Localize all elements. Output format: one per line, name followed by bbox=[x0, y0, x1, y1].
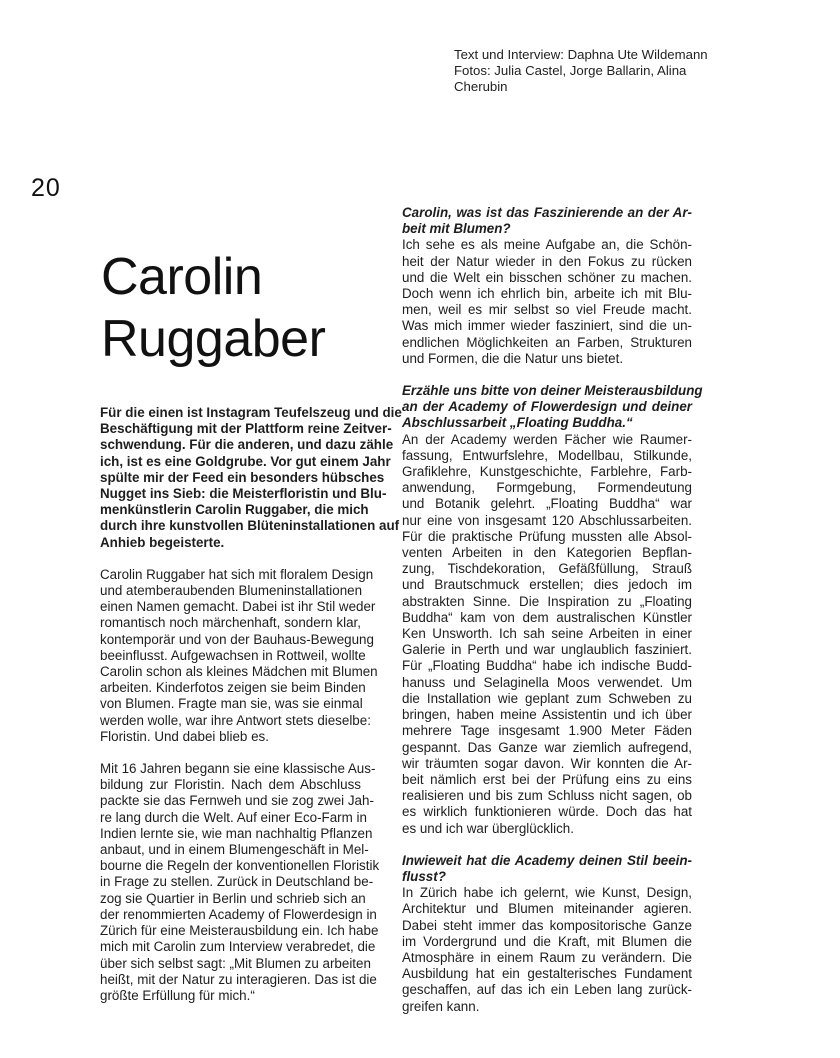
text-line: Buddha“ kam von dem australischen Künstler bbox=[402, 609, 692, 625]
text-line: spülte mir der Feed ein besonders hübsches bbox=[100, 469, 385, 485]
text-line: mich mit Carolin zum Interview verabredet, die bbox=[100, 939, 376, 955]
text-line: packte sie das Fernweh und sie zog zwei Jah- bbox=[100, 793, 374, 809]
text-line: Doch wenn ich ehrlich bin, arbeite ich mit Blu- bbox=[402, 286, 692, 302]
text-line: anbaut, und in einem Blumengeschäft in Mel- bbox=[100, 842, 369, 858]
body-paragraph-1 bbox=[100, 566, 378, 745]
text-line: Atmosphäre in einem Raum zu verändern. Die bbox=[402, 949, 692, 965]
text-line: Galerie in Perth und war unglaublich fasziniert. bbox=[402, 642, 692, 658]
text-line: romantisch noch märchenhaft, sondern klar, bbox=[100, 615, 361, 631]
right-column bbox=[402, 205, 703, 1031]
text-line: Grafiklehre, Kunstgeschichte, Farblehre, Farb- bbox=[402, 464, 692, 480]
text-line: in Frage zu stellen. Zurück in Deutschland be- bbox=[100, 874, 374, 890]
text-line: an der Academy of Flowerdesign und deiner bbox=[402, 399, 692, 415]
title-last-name: Ruggaber bbox=[101, 310, 326, 368]
text-line: re lang durch die Welt. Auf einer Eco-Farm in bbox=[100, 809, 367, 825]
text-line: heit der Natur wieder in den Fokus zu rücken bbox=[402, 253, 692, 269]
text-line: Carolin, was ist das Faszinierende an der Ar- bbox=[402, 205, 692, 220]
text-line: Für „Floating Buddha“ habe ich indische Budd- bbox=[402, 658, 692, 674]
text-line: über sich selbst sagt: „Mit Blumen zu arbeiten bbox=[100, 955, 371, 971]
text-line: abstrakten Sinne. Die Inspiration zu „Floating bbox=[402, 593, 692, 609]
text-line: geschaffen, auf das ich ein Leben lang zurück- bbox=[402, 982, 692, 998]
text-line: schwendung. Für die anderen, und dazu zähle bbox=[100, 437, 394, 453]
interview-question-2 bbox=[402, 383, 703, 432]
text-line: nur eine von insgesamt 120 Abschlussarbeiten. bbox=[402, 512, 692, 528]
text-line: von Blumen. Fragte man sie, was sie einmal bbox=[100, 696, 363, 712]
text-line: Ich sehe es als meine Aufgabe an, die Schön- bbox=[402, 237, 692, 253]
lead-paragraph bbox=[100, 405, 402, 551]
text-line: und Brautschmuck erstellen; dies jedoch im bbox=[402, 577, 692, 593]
text-line: ich, ist es eine Goldgrube. Vor gut einem Jahr bbox=[100, 453, 391, 469]
left-column bbox=[100, 405, 402, 1004]
text-line: durch ihre kunstvollen Blüteninstallationen auf bbox=[100, 518, 400, 534]
text-line: Beschäftigung mit der Plattform reine Zeitver- bbox=[100, 421, 392, 437]
text-line: und Formen, die die Natur uns bietet. bbox=[402, 350, 624, 366]
text-line: greifen kann. bbox=[402, 998, 480, 1014]
text-line: Floristin. Und dabei blieb es. bbox=[100, 728, 269, 744]
interview-answer-3 bbox=[402, 885, 692, 1015]
interview-question-1 bbox=[402, 205, 692, 237]
credits-text-interview: Text und Interview: Daphna Ute Wildemann bbox=[454, 47, 708, 62]
article-title bbox=[101, 246, 325, 370]
text-line: An der Academy werden Fächer wie Raumer- bbox=[402, 431, 692, 447]
text-line: Für die praktische Prüfung mussten alle Absol- bbox=[402, 528, 692, 544]
interview-question-3 bbox=[402, 853, 692, 885]
interview-answer-1 bbox=[402, 237, 692, 367]
text-line: einen Namen gemacht. Dabei ist ihr Stil weder bbox=[100, 599, 376, 615]
text-line: Was mich immer wieder fasziniert, sind die un- bbox=[402, 318, 692, 334]
text-line: und Botanik gelehrt. „Floating Buddha“ war bbox=[402, 496, 692, 512]
text-line: endlichen Möglichkeiten an Farben, Strukturen bbox=[402, 334, 692, 350]
text-line: im Vordergrund und die Kraft, mit Blumen die bbox=[402, 933, 692, 949]
credits-photos: Fotos: Julia Castel, Jorge Ballarin, Alina bbox=[454, 63, 687, 78]
text-line: Indien lernte sie, wie man nachhaltig Pflanzen bbox=[100, 825, 373, 841]
text-line: Abschlussarbeit „Floating Buddha.“ bbox=[402, 415, 633, 431]
text-line: Carolin Ruggaber hat sich mit floralem Design bbox=[100, 566, 374, 582]
text-line: realisieren und bis zum Schluss nicht sagen, ob bbox=[402, 788, 692, 804]
text-line: men, weil es mir selbst so viel Freude macht. bbox=[402, 302, 692, 318]
text-line: zog sie Quartier in Berlin und schrieb sich an bbox=[100, 890, 366, 906]
text-line: heißt, mit der Natur zu interagieren. Das ist die bbox=[100, 971, 377, 987]
text-line: Für die einen ist Instagram Teufelszeug und die bbox=[100, 405, 402, 420]
text-line: es und ich war überglücklich. bbox=[402, 820, 574, 836]
text-line: menkünstlerin Carolin Ruggaber, die mich bbox=[100, 502, 369, 518]
text-line: bringen, haben meine Assistentin und ich über bbox=[402, 707, 692, 723]
text-line: wir träumten sogar davon. Wir konnten die Ar- bbox=[402, 755, 692, 771]
text-line: und atemberaubenden Blumeninstallationen bbox=[100, 583, 363, 599]
page-number: 20 bbox=[31, 174, 61, 202]
text-line: werden wolle, war ihre Antwort stets dieselbe: bbox=[100, 712, 371, 728]
text-line: die Installation wie geplant zum Schweben zu bbox=[402, 690, 692, 706]
text-line: Mit 16 Jahren begann sie eine klassische Aus- bbox=[100, 761, 376, 777]
text-line: zung, Tischdekoration, Gefäßfüllung, Strauß bbox=[402, 561, 692, 577]
text-line: beeinflusst. Aufgewachsen in Rottweil, wollte bbox=[100, 647, 366, 663]
text-line: fassung, Entwurfslehre, Modellbau, Stilkunde, bbox=[402, 447, 692, 463]
text-line: Dabei steht immer das kompositorische Ganze bbox=[402, 917, 692, 933]
text-line: Inwieweit hat die Academy deinen Stil beein- bbox=[402, 852, 692, 868]
text-line: bildung zur Floristin. Nach dem Abschluss bbox=[100, 777, 361, 793]
text-line: beit nämlich erst bei der Prüfung eins zu eins bbox=[402, 771, 692, 787]
text-line: und die Welt ein bisschen schöner zu machen. bbox=[402, 269, 692, 285]
text-line: Zürich für eine Meisterausbildung ein. Ich habe bbox=[100, 923, 379, 939]
text-line: mehrere Tage insgesamt 1.900 Meter Fäden bbox=[402, 723, 692, 739]
credits-photos-continued: Cherubin bbox=[454, 79, 508, 94]
text-line: venten Arbeiten in den Kategorien Bepflan- bbox=[402, 545, 692, 561]
text-line: anwendung, Formgebung, Formendeutung bbox=[402, 480, 692, 496]
text-line: flusst? bbox=[402, 868, 446, 884]
text-line: Erzähle uns bitte von deiner Meisterausbildung bbox=[402, 383, 703, 399]
text-line: größte Erfüllung für mich.“ bbox=[100, 987, 255, 1003]
text-line: In Zürich habe ich gelernt, wie Kunst, Design, bbox=[402, 885, 692, 901]
text-line: Architektur und Blumen miteinander agieren. bbox=[402, 901, 692, 917]
text-line: Anhieb begeisterte. bbox=[100, 534, 225, 550]
text-line: beit mit Blumen? bbox=[402, 221, 511, 237]
text-line: Ken Unsworth. Ich sah seine Arbeiten in einer bbox=[402, 626, 692, 642]
text-line: hanuss und Selaginella Moos verwendet. Um bbox=[402, 674, 692, 690]
text-line: Carolin schon als kleines Mädchen mit Blumen bbox=[100, 664, 378, 680]
body-paragraph-2 bbox=[100, 761, 380, 1004]
text-line: es wirklich funktionieren würde. Doch das hat bbox=[402, 804, 692, 820]
text-line: Nugget ins Sieb: die Meisterfloristin und Blu- bbox=[100, 486, 387, 502]
title-first-name: Carolin bbox=[101, 248, 263, 306]
interview-answer-2 bbox=[402, 432, 692, 837]
text-line: arbeiten. Kinderfotos zeigen sie beim Binden bbox=[100, 680, 366, 696]
text-line: Ausbildung hat ein gestalterisches Fundament bbox=[402, 966, 692, 982]
text-line: bourne die Regeln der konventionellen Floristik bbox=[100, 858, 380, 874]
credits bbox=[454, 47, 754, 95]
text-line: gespannt. Das Ganze war ziemlich aufregend, bbox=[402, 739, 692, 755]
text-line: kontemporär und von der Bauhaus-Bewegung bbox=[100, 631, 374, 647]
text-line: der renommierten Academy of Flowerdesign in bbox=[100, 906, 377, 922]
